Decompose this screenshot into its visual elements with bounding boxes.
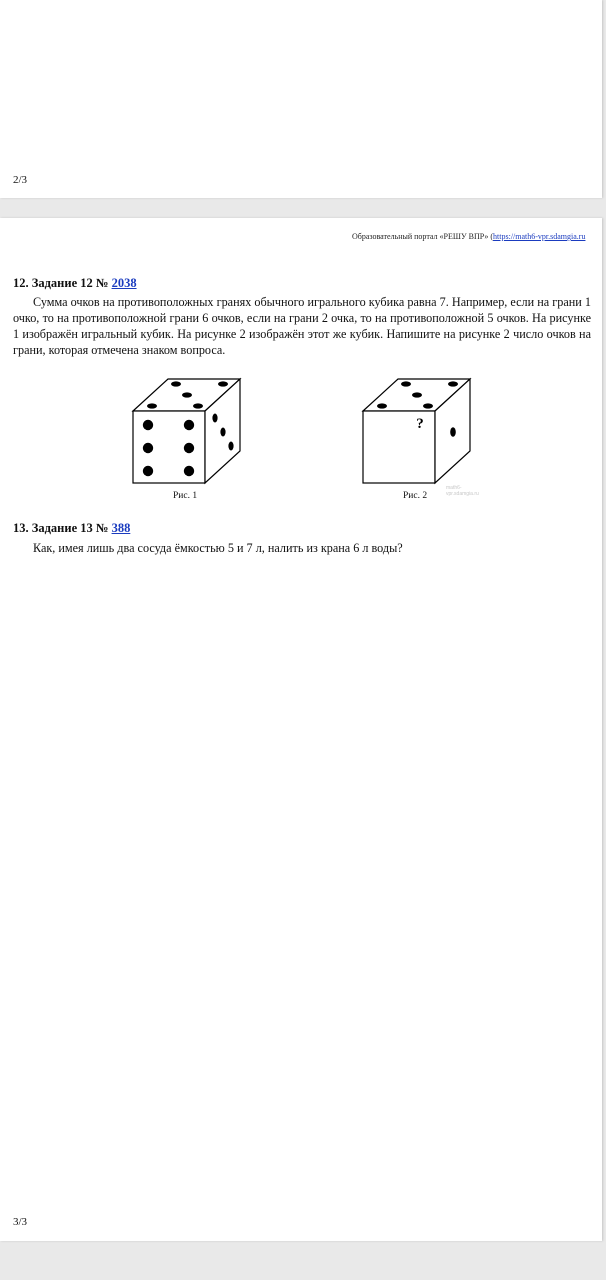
dice-2-top-pip — [401, 381, 411, 386]
figure-1 — [128, 376, 248, 501]
dice-1-right-pip — [212, 414, 217, 423]
dice-1-front-pip — [184, 443, 194, 453]
dice-2-right-pip — [450, 427, 456, 437]
task-12-title-text: 12. Задание 12 № — [13, 276, 112, 290]
portal-header-link[interactable]: https://math6-vpr.sdamgia.ru — [493, 232, 586, 241]
dice-1-right-pip — [220, 428, 225, 437]
dice-1-top-pip — [147, 403, 157, 408]
task-13-number-link[interactable]: 388 — [111, 521, 131, 535]
dice-1-front-pip — [184, 420, 194, 430]
dice-2-top-pip — [423, 403, 433, 408]
task-13-title-text: 13. Задание 13 № — [13, 521, 112, 535]
page-3 — [0, 218, 602, 1241]
dice-1-top-pip — [193, 403, 203, 408]
dice-1-front-pip — [143, 443, 153, 453]
dice-1-top-pip — [182, 392, 192, 397]
dice-1-right-pip — [228, 442, 233, 451]
task-12-text: Сумма очков на противоположных гранях обычного игрального кубика равна 7. Например, если на грани 1 очко, то на противоположной грани 6 очков, если на грани 2 очка, то на противоположной 5 очков. На рисунке 1 изображён игральный кубик. На рисунке 2 изображён этот же кубик. Напишите на рисунке 2 число очков на грани, которая отмечена знаком вопроса. — [13, 295, 591, 357]
page-number: 2/3 — [13, 174, 28, 186]
dice-2-top-pip — [412, 392, 422, 397]
dice-2-drawing — [358, 376, 478, 488]
figure-2-caption: Рис. 2 — [403, 491, 428, 501]
task-12-title — [13, 276, 137, 291]
task-13-title — [13, 521, 130, 536]
dice-1-top-pip — [171, 381, 181, 386]
dice-1-front-pip — [143, 466, 153, 476]
dice-2-front-face — [363, 411, 435, 483]
dice-2-top-pip — [377, 403, 387, 408]
page-number: 3/3 — [13, 1216, 28, 1228]
portal-header-text: Образовательный портал «РЕШУ ВПР» ( — [352, 232, 494, 241]
task-12-number-link[interactable]: 2038 — [111, 276, 137, 290]
dice-2-top-pip — [448, 381, 458, 386]
dice-1-drawing — [128, 376, 248, 488]
dice-1-top-pip — [218, 381, 228, 386]
dice-1-front-pip — [184, 466, 194, 476]
figure-1-caption: Рис. 1 — [173, 491, 198, 501]
dice-2-question-mark: ? — [416, 416, 424, 432]
figure-2 — [358, 376, 479, 501]
page-2-bottom — [0, 0, 602, 198]
dice-1-front-pip — [143, 420, 153, 430]
portal-header — [352, 232, 585, 241]
task-13-text: Как, имея лишь два сосуда ёмкостью 5 и 7 л, налить из крана 6 л воды? — [33, 541, 403, 555]
figure-2-watermark: math6-vpr.sdamgia.ru — [446, 485, 479, 497]
